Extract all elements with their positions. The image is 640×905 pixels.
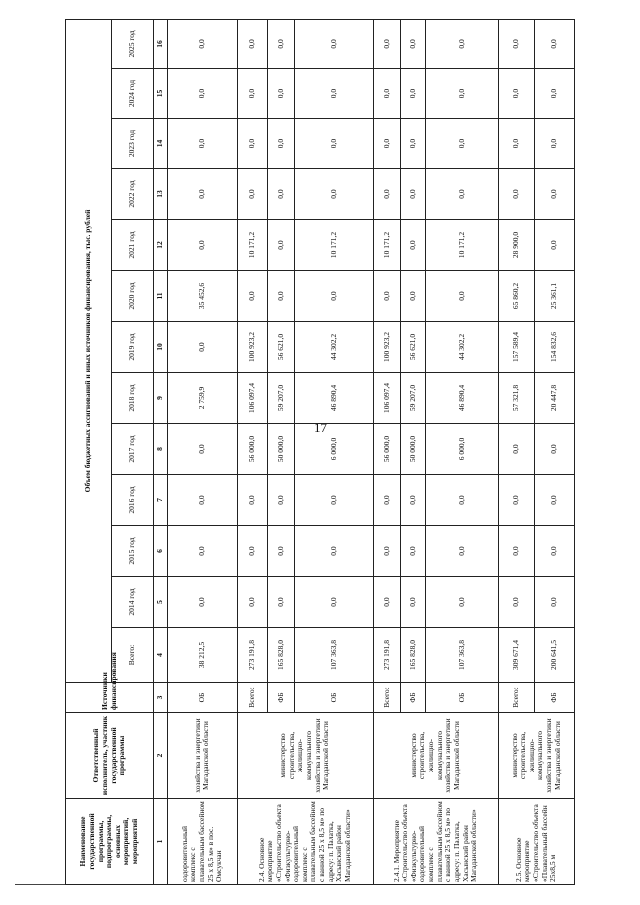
row-year-value: 0,0 — [535, 475, 575, 526]
row-year-value: 0,0 — [267, 271, 294, 322]
row-year-value: 6 000,0 — [294, 424, 373, 475]
row-year-value: 0,0 — [237, 271, 267, 322]
header-year: 2014 год — [112, 577, 154, 628]
row-year-value: 0,0 — [401, 119, 426, 169]
row-year-value: 100 923,2 — [237, 322, 267, 373]
row-total: 107 363,8 — [294, 628, 373, 683]
row-year-value: 0,0 — [237, 119, 267, 169]
row-total: 107 363,8 — [426, 628, 498, 683]
column-number: 9 — [154, 373, 168, 424]
column-number: 5 — [154, 577, 168, 628]
row-year-value: 0,0 — [267, 526, 294, 577]
row-year-value: 0,0 — [401, 19, 426, 68]
row-year-value: 0,0 — [535, 577, 575, 628]
row-year-value: 0,0 — [401, 526, 426, 577]
row-year-value: 10 171,2 — [373, 220, 401, 271]
row-total: 165 828,0 — [401, 628, 426, 683]
row-source: Всего: — [498, 683, 534, 713]
row-year-value: 0,0 — [373, 577, 401, 628]
row-year-value: 0,0 — [237, 69, 267, 119]
row-year-value: 0,0 — [426, 526, 498, 577]
column-number: 14 — [154, 119, 168, 169]
row-year-value: 0,0 — [535, 119, 575, 169]
row-year-value: 35 452,6 — [168, 271, 238, 322]
row-source: ФБ — [401, 683, 426, 713]
table-header — [66, 19, 168, 884]
header-sources: Источники финансирования — [66, 683, 154, 713]
row-year-value: 0,0 — [535, 169, 575, 220]
row-year-value: 50 000,0 — [401, 424, 426, 475]
rotated-table-container — [65, 20, 575, 885]
row-total: 165 828,0 — [267, 628, 294, 683]
row-total: 309 671,4 — [498, 628, 534, 683]
row-year-value: 0,0 — [237, 526, 267, 577]
column-number: 4 — [154, 628, 168, 683]
row-year-value: 59 207,0 — [267, 373, 294, 424]
column-number: 8 — [154, 424, 168, 475]
row-source: ОБ — [294, 683, 373, 713]
row-responsible: министерство строительства, жилищно-коммунального хозяйства и энергетики Магаданской области — [498, 713, 574, 799]
row-year-value: 0,0 — [426, 475, 498, 526]
row-year-value: 0,0 — [267, 577, 294, 628]
row-total: 273 191,8 — [373, 628, 401, 683]
row-year-value: 56 621,0 — [267, 322, 294, 373]
row-year-value: 0,0 — [373, 119, 401, 169]
row-source: Всего: — [373, 683, 401, 713]
column-number: 13 — [154, 169, 168, 220]
row-year-value: 65 860,2 — [498, 271, 534, 322]
column-number: 6 — [154, 526, 168, 577]
row-year-value: 0,0 — [373, 69, 401, 119]
row-year-value: 59 207,0 — [401, 373, 426, 424]
header-year: 2016 год — [112, 475, 154, 526]
row-year-value: 0,0 — [498, 69, 534, 119]
row-year-value: 0,0 — [498, 169, 534, 220]
row-year-value: 0,0 — [401, 220, 426, 271]
row-year-value: 44 302,2 — [426, 322, 498, 373]
row-year-value: 0,0 — [535, 19, 575, 68]
row-year-value: 0,0 — [237, 475, 267, 526]
row-year-value: 57 321,8 — [498, 373, 534, 424]
row-year-value: 0,0 — [237, 19, 267, 68]
row-year-value: 0,0 — [168, 19, 238, 68]
row-year-value: 0,0 — [294, 19, 373, 68]
row-source: ФБ — [535, 683, 575, 713]
row-year-value: 0,0 — [237, 577, 267, 628]
row-year-value: 44 302,2 — [294, 322, 373, 373]
row-year-value: 0,0 — [498, 526, 534, 577]
row-year-value: 46 890,4 — [294, 373, 373, 424]
row-name: 2.5. Основное мероприятие «Строительство объекта «Плавательный бассейн 25х8,5 м — [498, 799, 574, 885]
header-name: Наименование государственной программы, подпрограммы, основных мероприятий, мероприятий — [66, 799, 154, 885]
table-row — [237, 19, 267, 884]
header-year: 2025 год — [112, 19, 154, 68]
row-year-value: 0,0 — [535, 220, 575, 271]
column-number: 1 — [154, 799, 168, 885]
row-year-value: 0,0 — [294, 169, 373, 220]
table-body — [168, 19, 575, 884]
column-number: 10 — [154, 322, 168, 373]
row-year-value: 10 171,2 — [294, 220, 373, 271]
row-year-value: 0,0 — [426, 577, 498, 628]
header-responsible: Ответственный исполнитель, участник государственной программы — [66, 713, 154, 799]
row-year-value: 2 759,9 — [168, 373, 238, 424]
header-year: 2020 год — [112, 271, 154, 322]
row-year-value: 0,0 — [498, 119, 534, 169]
funding-table — [65, 19, 575, 885]
header-year: 2021 год — [112, 220, 154, 271]
row-year-value: 0,0 — [535, 526, 575, 577]
row-year-value: 0,0 — [294, 119, 373, 169]
column-number: 15 — [154, 69, 168, 119]
row-year-value: 10 171,2 — [426, 220, 498, 271]
header-year: 2023 год — [112, 119, 154, 169]
row-source: ФБ — [267, 683, 294, 713]
row-name: оздоровительный комплекс с плавательным бассейном 25 х 8,5 м» в пос. Омсукчан — [168, 799, 238, 885]
row-year-value: 0,0 — [373, 169, 401, 220]
row-year-value: 0,0 — [168, 424, 238, 475]
row-year-value: 50 000,0 — [267, 424, 294, 475]
row-source: ОБ — [426, 683, 498, 713]
column-number: 12 — [154, 220, 168, 271]
row-year-value: 0,0 — [373, 271, 401, 322]
table-row — [498, 19, 534, 884]
row-year-value: 0,0 — [267, 69, 294, 119]
row-year-value: 0,0 — [373, 475, 401, 526]
row-year-value: 0,0 — [535, 69, 575, 119]
row-year-value: 0,0 — [294, 271, 373, 322]
column-number: 11 — [154, 271, 168, 322]
column-number: 7 — [154, 475, 168, 526]
row-year-value: 154 832,6 — [535, 322, 575, 373]
row-year-value: 0,0 — [168, 220, 238, 271]
header-total: Всего: — [112, 628, 154, 683]
row-year-value: 0,0 — [267, 119, 294, 169]
header-year: 2015 год — [112, 526, 154, 577]
row-year-value: 25 361,1 — [535, 271, 575, 322]
row-year-value: 0,0 — [401, 475, 426, 526]
row-total: 38 212,5 — [168, 628, 238, 683]
header-year: 2017 год — [112, 424, 154, 475]
column-number: 16 — [154, 19, 168, 68]
row-year-value: 0,0 — [401, 577, 426, 628]
header-funding-title: Объем бюджетных ассигнований и иных источников финансирования, тыс. рублей — [66, 19, 112, 682]
header-year: 2022 год — [112, 169, 154, 220]
row-year-value: 56 000,0 — [237, 424, 267, 475]
row-year-value: 0,0 — [237, 169, 267, 220]
header-year: 2024 год — [112, 69, 154, 119]
row-year-value: 0,0 — [168, 526, 238, 577]
row-year-value: 0,0 — [168, 69, 238, 119]
row-source: ОБ — [168, 683, 238, 713]
row-year-value: 106 097,4 — [373, 373, 401, 424]
row-name: 2.4. Основное мероприятие «Строительство объекта «Физкультурно-оздоровительный комплекс с плавательным бассейном с ванной 25 х 8,5 м» по адресу: п. Палатка, Хасынский район Магаданской области» — [237, 799, 373, 885]
row-source: Всего: — [237, 683, 267, 713]
row-year-value: 0,0 — [401, 271, 426, 322]
row-total: 200 641,5 — [535, 628, 575, 683]
row-year-value: 157 589,4 — [498, 322, 534, 373]
row-responsible: хозяйства и энергетики Магаданской области — [168, 713, 238, 799]
row-year-value: 56 621,0 — [401, 322, 426, 373]
column-number: 3 — [154, 683, 168, 713]
row-year-value: 28 900,0 — [498, 220, 534, 271]
row-year-value: 0,0 — [498, 19, 534, 68]
table-row — [373, 19, 401, 884]
row-year-value: 0,0 — [294, 475, 373, 526]
row-year-value: 0,0 — [373, 526, 401, 577]
row-year-value: 56 000,0 — [373, 424, 401, 475]
row-year-value: 0,0 — [168, 577, 238, 628]
row-year-value: 0,0 — [535, 424, 575, 475]
row-responsible: министерство строительства, жилищно-коммунального хозяйства и энергетики Магаданской области — [373, 713, 498, 799]
row-total: 273 191,8 — [237, 628, 267, 683]
table-row — [168, 19, 238, 884]
row-year-value: 6 000,0 — [426, 424, 498, 475]
row-year-value: 0,0 — [267, 475, 294, 526]
row-year-value: 0,0 — [168, 169, 238, 220]
row-year-value: 0,0 — [294, 526, 373, 577]
column-number: 2 — [154, 713, 168, 799]
row-name: 2.4.1. Мероприятие «Строительство объекта «Физкультурно-оздоровительный комплекс с плавательным бассейном с ванной 25 х 8,5 м» по адресу: п. Палатка, Хасынский район Магаданской области» — [373, 799, 498, 885]
header-year: 2018 год — [112, 373, 154, 424]
row-year-value: 0,0 — [426, 69, 498, 119]
row-year-value: 20 447,8 — [535, 373, 575, 424]
row-year-value: 0,0 — [498, 475, 534, 526]
header-year: 2019 год — [112, 322, 154, 373]
row-year-value: 0,0 — [168, 322, 238, 373]
page-number: 17 — [314, 420, 327, 435]
row-year-value: 0,0 — [401, 169, 426, 220]
row-year-value: 0,0 — [267, 220, 294, 271]
row-year-value: 46 890,4 — [426, 373, 498, 424]
row-year-value: 10 171,2 — [237, 220, 267, 271]
row-year-value: 0,0 — [498, 577, 534, 628]
row-year-value: 0,0 — [426, 271, 498, 322]
row-year-value: 0,0 — [426, 169, 498, 220]
row-year-value: 106 097,4 — [237, 373, 267, 424]
row-responsible: министерство строительства, жилищно-коммунального хозяйства и энергетики Магаданской области — [237, 713, 373, 799]
row-year-value: 0,0 — [168, 475, 238, 526]
row-year-value: 0,0 — [373, 19, 401, 68]
row-year-value: 100 923,2 — [373, 322, 401, 373]
row-year-value: 0,0 — [294, 577, 373, 628]
row-year-value: 0,0 — [267, 19, 294, 68]
row-year-value: 0,0 — [426, 119, 498, 169]
row-year-value: 0,0 — [498, 424, 534, 475]
row-year-value: 0,0 — [401, 69, 426, 119]
row-year-value: 0,0 — [168, 119, 238, 169]
row-year-value: 0,0 — [426, 19, 498, 68]
row-year-value: 0,0 — [294, 69, 373, 119]
row-year-value: 0,0 — [267, 169, 294, 220]
column-numbers-row — [154, 19, 168, 884]
